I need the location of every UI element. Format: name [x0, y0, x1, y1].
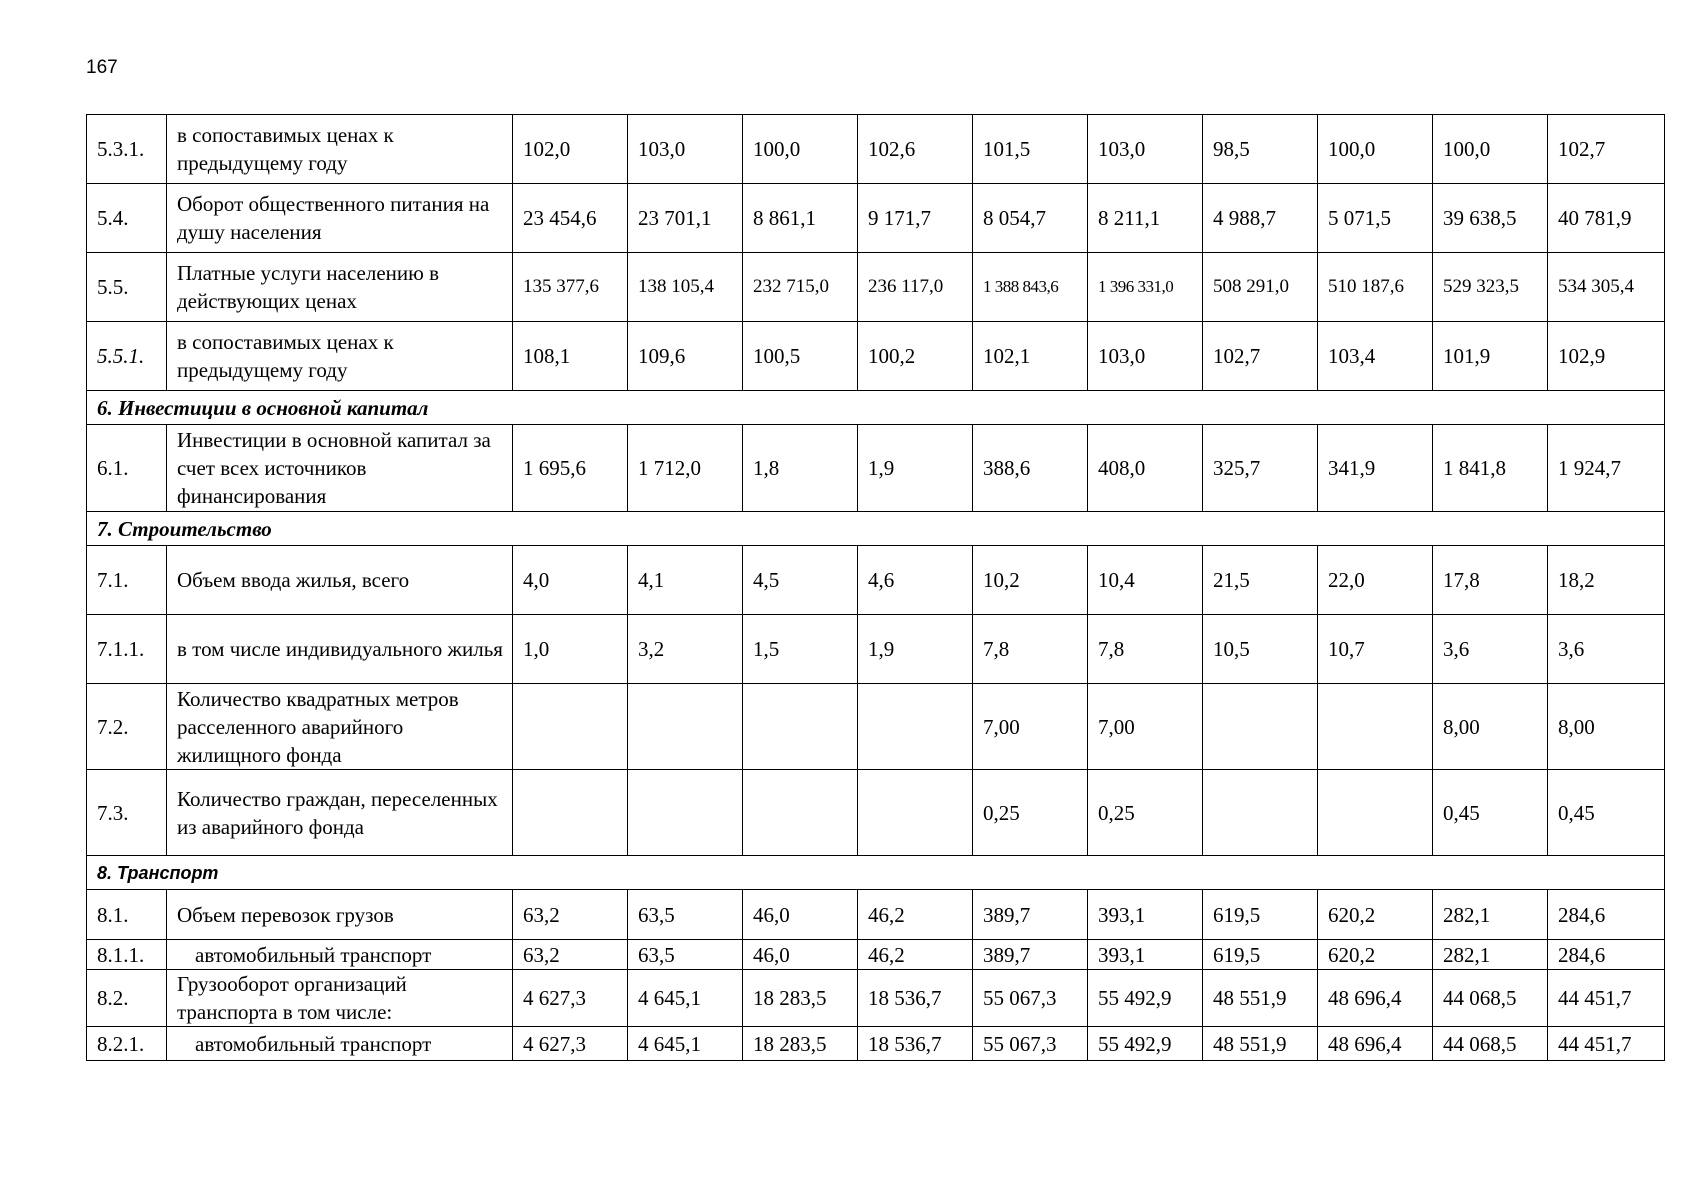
value-cell: 4,5: [743, 546, 858, 615]
value-cell: 18 536,7: [858, 1027, 973, 1061]
value-cell: 55 492,9: [1088, 1027, 1203, 1061]
value-cell: 393,1: [1088, 940, 1203, 970]
row-name: Объем перевозок грузов: [167, 890, 513, 940]
value-cell: 388,6: [973, 425, 1088, 512]
value-cell: [1318, 770, 1433, 856]
value-cell: 510 187,6: [1318, 253, 1433, 322]
value-cell: 10,4: [1088, 546, 1203, 615]
table-row: [87, 970, 1665, 1027]
value-cell: 23 454,6: [513, 184, 628, 253]
value-cell: 102,7: [1548, 115, 1665, 184]
value-cell: 48 696,4: [1318, 1027, 1433, 1061]
value-cell: 284,6: [1548, 890, 1665, 940]
row-code: 8.2.: [87, 970, 167, 1027]
table-row: [87, 890, 1665, 940]
row-name: автомобильный транспорт: [167, 1027, 513, 1061]
row-name: Количество квадратных метров расселенного аварийного жилищного фонда: [167, 684, 513, 770]
value-cell: 10,7: [1318, 615, 1433, 684]
value-cell: 100,0: [1318, 115, 1433, 184]
value-cell: 44 068,5: [1433, 970, 1548, 1027]
table-row: [87, 684, 1665, 770]
row-name: в том числе индивидуального жилья: [167, 615, 513, 684]
value-cell: 63,5: [628, 890, 743, 940]
value-cell: 1 388 843,6: [973, 253, 1088, 322]
value-cell: 7,8: [973, 615, 1088, 684]
value-cell: 0,45: [1433, 770, 1548, 856]
value-cell: [1203, 684, 1318, 770]
value-cell: 10,5: [1203, 615, 1318, 684]
value-cell: 4,6: [858, 546, 973, 615]
table-body: [87, 115, 1665, 1061]
value-cell: 103,0: [628, 115, 743, 184]
value-cell: 44 451,7: [1548, 970, 1665, 1027]
section-title: 8. Транспорт: [87, 856, 1665, 890]
value-cell: 100,0: [1433, 115, 1548, 184]
value-cell: 1 841,8: [1433, 425, 1548, 512]
value-cell: [513, 684, 628, 770]
value-cell: 408,0: [1088, 425, 1203, 512]
value-cell: 389,7: [973, 940, 1088, 970]
value-cell: 232 715,0: [743, 253, 858, 322]
value-cell: 619,5: [1203, 940, 1318, 970]
value-cell: 529 323,5: [1433, 253, 1548, 322]
value-cell: 619,5: [1203, 890, 1318, 940]
value-cell: 4 627,3: [513, 1027, 628, 1061]
value-cell: 4 645,1: [628, 1027, 743, 1061]
value-cell: 44 068,5: [1433, 1027, 1548, 1061]
value-cell: 236 117,0: [858, 253, 973, 322]
row-name: автомобильный транспорт: [167, 940, 513, 970]
value-cell: 48 696,4: [1318, 970, 1433, 1027]
value-cell: 8 211,1: [1088, 184, 1203, 253]
value-cell: 55 067,3: [973, 970, 1088, 1027]
value-cell: 46,2: [858, 890, 973, 940]
value-cell: 18 536,7: [858, 970, 973, 1027]
row-code: 6.1.: [87, 425, 167, 512]
value-cell: 40 781,9: [1548, 184, 1665, 253]
value-cell: 103,0: [1088, 115, 1203, 184]
value-cell: [1318, 684, 1433, 770]
value-cell: 620,2: [1318, 940, 1433, 970]
table-row: [87, 115, 1665, 184]
value-cell: 18 283,5: [743, 970, 858, 1027]
value-cell: 103,4: [1318, 322, 1433, 391]
value-cell: 389,7: [973, 890, 1088, 940]
value-cell: 0,25: [973, 770, 1088, 856]
value-cell: 21,5: [1203, 546, 1318, 615]
row-name: Грузооборот организаций транспорта в том числе:: [167, 970, 513, 1027]
table-row: [87, 940, 1665, 970]
value-cell: 55 067,3: [973, 1027, 1088, 1061]
value-cell: 46,0: [743, 940, 858, 970]
value-cell: 8,00: [1548, 684, 1665, 770]
value-cell: 108,1: [513, 322, 628, 391]
table-row: [87, 322, 1665, 391]
value-cell: 5 071,5: [1318, 184, 1433, 253]
value-cell: 284,6: [1548, 940, 1665, 970]
row-name: Объем ввода жилья, всего: [167, 546, 513, 615]
value-cell: 1 695,6: [513, 425, 628, 512]
value-cell: 138 105,4: [628, 253, 743, 322]
value-cell: 8,00: [1433, 684, 1548, 770]
table-row: [87, 253, 1665, 322]
value-cell: 4,1: [628, 546, 743, 615]
row-code: 7.3.: [87, 770, 167, 856]
row-name: Платные услуги населению в действующих ценах: [167, 253, 513, 322]
section-title: 7. Строительство: [87, 512, 1665, 546]
table-row: [87, 184, 1665, 253]
row-code: 7.2.: [87, 684, 167, 770]
value-cell: 63,2: [513, 940, 628, 970]
value-cell: [743, 684, 858, 770]
value-cell: 102,1: [973, 322, 1088, 391]
value-cell: [743, 770, 858, 856]
value-cell: 18 283,5: [743, 1027, 858, 1061]
value-cell: 44 451,7: [1548, 1027, 1665, 1061]
value-cell: 101,9: [1433, 322, 1548, 391]
row-code: 8.1.1.: [87, 940, 167, 970]
row-name: в сопоставимых ценах к предыдущему году: [167, 115, 513, 184]
row-code: 8.1.: [87, 890, 167, 940]
value-cell: 3,2: [628, 615, 743, 684]
value-cell: 9 171,7: [858, 184, 973, 253]
value-cell: 1 712,0: [628, 425, 743, 512]
value-cell: 7,00: [1088, 684, 1203, 770]
value-cell: 1,0: [513, 615, 628, 684]
data-table: [86, 114, 1665, 1061]
value-cell: 1 924,7: [1548, 425, 1665, 512]
value-cell: 4 988,7: [1203, 184, 1318, 253]
value-cell: 18,2: [1548, 546, 1665, 615]
section-row: [87, 856, 1665, 890]
value-cell: 102,6: [858, 115, 973, 184]
value-cell: 22,0: [1318, 546, 1433, 615]
value-cell: 1 396 331,0: [1088, 253, 1203, 322]
value-cell: 282,1: [1433, 890, 1548, 940]
value-cell: 39 638,5: [1433, 184, 1548, 253]
row-name: Количество граждан, переселенных из аварийного фонда: [167, 770, 513, 856]
section-row: [87, 391, 1665, 425]
section-row: [87, 512, 1665, 546]
value-cell: 98,5: [1203, 115, 1318, 184]
row-code: 5.5.: [87, 253, 167, 322]
value-cell: [628, 770, 743, 856]
table-row: [87, 1027, 1665, 1061]
value-cell: 102,7: [1203, 322, 1318, 391]
row-code: 7.1.: [87, 546, 167, 615]
value-cell: 101,5: [973, 115, 1088, 184]
value-cell: 0,25: [1088, 770, 1203, 856]
value-cell: 100,5: [743, 322, 858, 391]
value-cell: 17,8: [1433, 546, 1548, 615]
value-cell: [858, 770, 973, 856]
value-cell: 46,2: [858, 940, 973, 970]
value-cell: 8 054,7: [973, 184, 1088, 253]
value-cell: [628, 684, 743, 770]
row-name: в сопоставимых ценах к предыдущему году: [167, 322, 513, 391]
value-cell: 63,5: [628, 940, 743, 970]
value-cell: 1,9: [858, 615, 973, 684]
value-cell: 48 551,9: [1203, 970, 1318, 1027]
row-name: Оборот общественного питания на душу населения: [167, 184, 513, 253]
value-cell: 55 492,9: [1088, 970, 1203, 1027]
value-cell: 4 627,3: [513, 970, 628, 1027]
value-cell: 46,0: [743, 890, 858, 940]
value-cell: 100,2: [858, 322, 973, 391]
row-code: 5.4.: [87, 184, 167, 253]
value-cell: 0,45: [1548, 770, 1665, 856]
value-cell: [858, 684, 973, 770]
value-cell: 23 701,1: [628, 184, 743, 253]
table-row: [87, 425, 1665, 512]
value-cell: 3,6: [1548, 615, 1665, 684]
page-number: 167: [86, 57, 118, 78]
value-cell: 102,0: [513, 115, 628, 184]
value-cell: 135 377,6: [513, 253, 628, 322]
value-cell: 620,2: [1318, 890, 1433, 940]
value-cell: 7,8: [1088, 615, 1203, 684]
value-cell: 1,9: [858, 425, 973, 512]
value-cell: 4,0: [513, 546, 628, 615]
value-cell: 109,6: [628, 322, 743, 391]
table-row: [87, 546, 1665, 615]
value-cell: 8 861,1: [743, 184, 858, 253]
value-cell: 534 305,4: [1548, 253, 1665, 322]
value-cell: 102,9: [1548, 322, 1665, 391]
value-cell: 10,2: [973, 546, 1088, 615]
value-cell: 508 291,0: [1203, 253, 1318, 322]
value-cell: 341,9: [1318, 425, 1433, 512]
row-code: 5.5.1.: [87, 322, 167, 391]
value-cell: 1,8: [743, 425, 858, 512]
value-cell: 63,2: [513, 890, 628, 940]
value-cell: 282,1: [1433, 940, 1548, 970]
value-cell: [1203, 770, 1318, 856]
value-cell: 103,0: [1088, 322, 1203, 391]
section-title: 6. Инвестиции в основной капитал: [87, 391, 1665, 425]
row-code: 7.1.1.: [87, 615, 167, 684]
value-cell: 3,6: [1433, 615, 1548, 684]
value-cell: 1,5: [743, 615, 858, 684]
table-row: [87, 615, 1665, 684]
value-cell: 325,7: [1203, 425, 1318, 512]
value-cell: 4 645,1: [628, 970, 743, 1027]
row-code: 8.2.1.: [87, 1027, 167, 1061]
value-cell: 7,00: [973, 684, 1088, 770]
value-cell: 100,0: [743, 115, 858, 184]
value-cell: [513, 770, 628, 856]
table-row: [87, 770, 1665, 856]
row-name: Инвестиции в основной капитал за счет всех источников финансирования: [167, 425, 513, 512]
value-cell: 393,1: [1088, 890, 1203, 940]
value-cell: 48 551,9: [1203, 1027, 1318, 1061]
row-code: 5.3.1.: [87, 115, 167, 184]
